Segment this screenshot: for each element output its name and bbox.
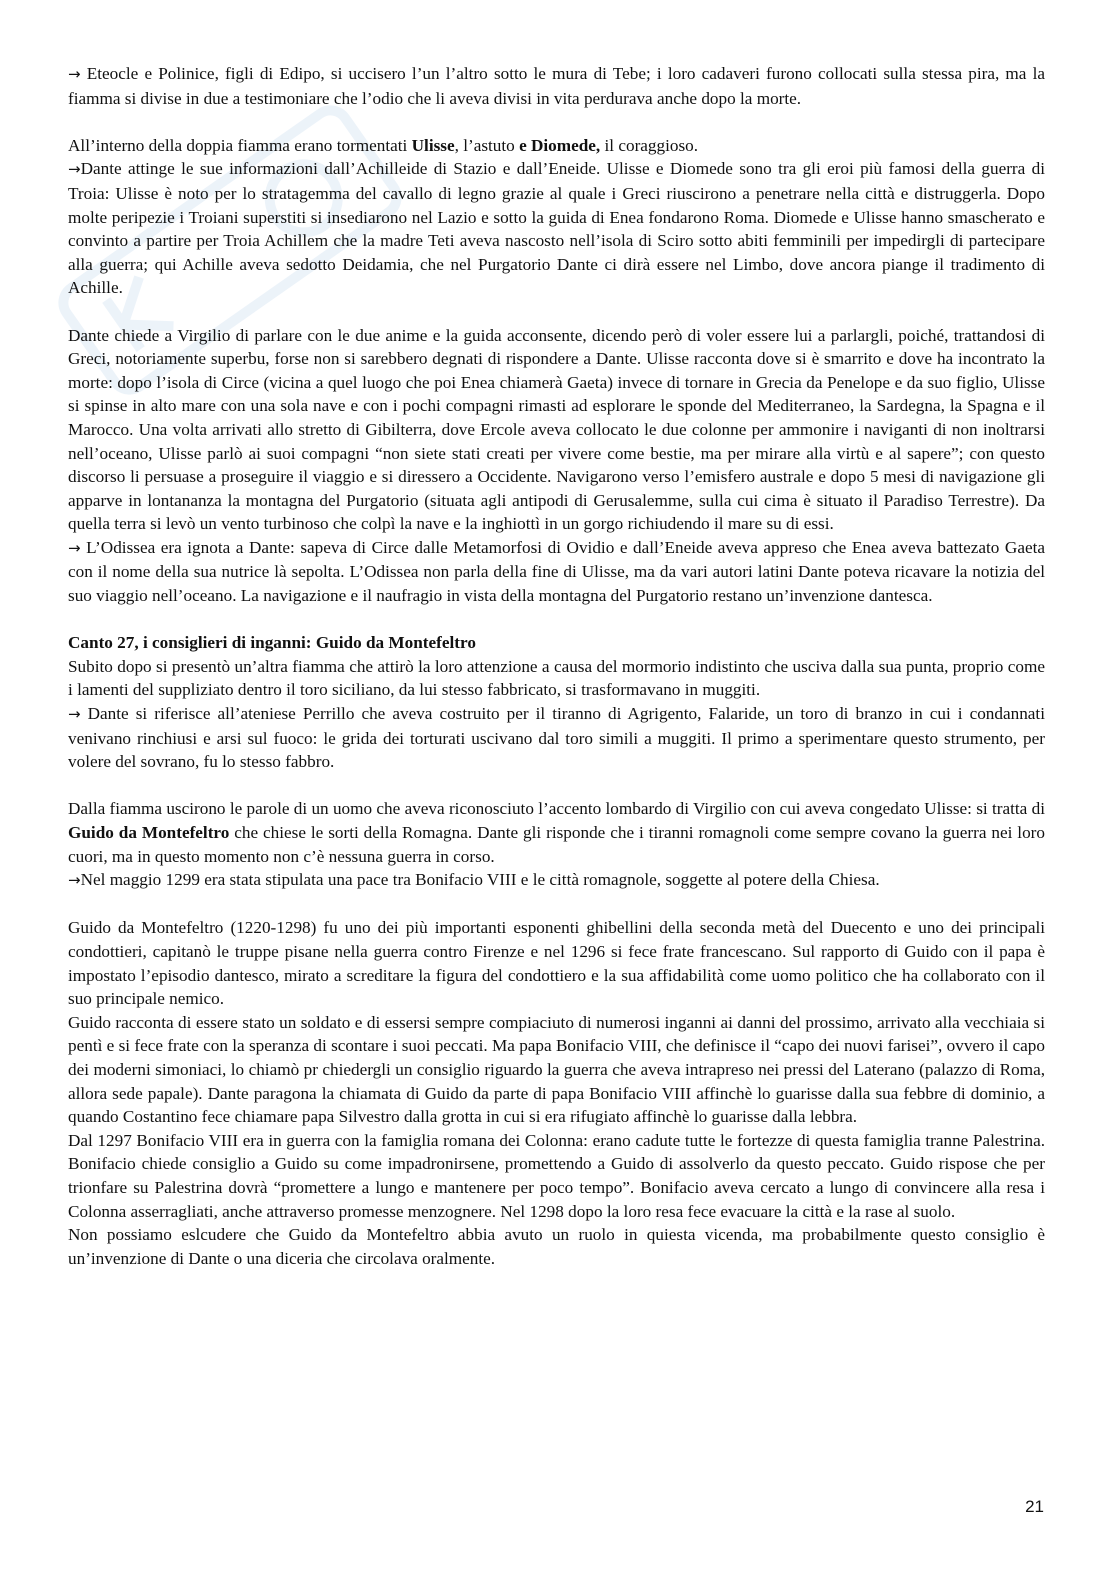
bold-diomede: e Diomede, xyxy=(519,135,601,155)
paragraph-odissea: → L’Odissea era ignota a Dante: sapeva di Circe dalle Metamorfosi di Ovidio e dall’Eneide aveva appreso che Enea aveva battezato Gaeta con il nome della sua nutrice là sepolta. L’Odissea non parla della fine di Ulisse, ma da vari autori latini Dante poteva ricavare la notizia del suo viaggio nell’oceano. La navigazione e il naufragio in vista della montagna del Purgatorio restano un’invenzione dantesca. xyxy=(68,537,1046,606)
paragraph-guido-racconto: Guido racconta di essere stato un soldato e di essersi sempre compiaciuto di numerosi inganni ai danni del prossimo, arrivato alla vecchiaia si pentì e si fece frate con la speranza di scontare i suoi peccati. Ma papa Bonifacio VIII, che definisce il “capo dei nuovi farisei”, ovvero il capo dei moderni simoniaci, lo chiamò pr chiedergli un consiglio riguardo la guerra che aveva intrapreso nei pressi del Laterano (palazzo di Roma, allora sede papale). Dante paragona la chiamata di Guido da parte di papa Bonifacio VIII affinchè lo guarisse dalla sua febbre di dominio, a quando Costantino fece chiamare papa Silvestro dalla grotta in cui si era rifugiato affinchè lo guarisse dalla lebbra. xyxy=(68,1012,1045,1127)
page-number: 21 xyxy=(1025,1497,1044,1516)
document-page xyxy=(68,62,1045,1270)
paragraph-eteocle: → Eteocle e Polinice, figli di Edipo, si uccisero l’un l’altro sotto le mura di Tebe; i loro cadaveri furono collocati sulla stessa pira, ma la fiamma si divise in due a testimoniare che l’odio che li aveva divisi in vita perdurava anche dopo la morte. xyxy=(68,64,1046,108)
paragraph-ulisse-diomede: All’interno della doppia fiamma erano tormentati Ulisse, l’astuto e Diomede, il coraggioso. xyxy=(68,135,699,155)
arrow-icon: → xyxy=(68,65,81,83)
paragraph-viaggio-ulisse: Dante chiede a Virgilio di parlare con le due anime e la guida acconsente, dicendo però di voler essere lui a parlargli, poiché, trattandosi di Greci, notoriamente superbu, forse non si sarebbero degnati di rispondere a Dante. Ulisse racconta dove si è smarrito e dove ha incontrato la morte: dopo l’isola di Circe (vicina a quel luogo che poi Enea chiamerà Gaeta) invece di tornare in Grecia da Penelope e da suo figlio, Ulisse si spinse in alto mare con una sola nave e con i pochi compagni rimasti ad esplorare le sponde del Mediterraneo, la Sardegna, la Spagna e il Marocco. Una volta arrivati allo stretto di Gibilterra, dove Ercole aveva collocato le due colonne per ammonire i naviganti di non inoltrarsi nell’oceano, Ulisse parlò ai suoi compagni “non siete stati creati per vivere come bestie, ma per mirare alla virtù e al sapere”; con questo discorso li persuase a proseguire il viaggio e si diressero a Occidente. Navigarono verso l’emisfero australe e dopo 5 mesi di navigazione gli apparve in lontananza la montagna del Purgatorio (situata agli antipodi di Gerusalemme, sulla cui cima è situato il Paradiso Terrestre). Da quella terra si levò un vento turbinoso che colpì la nave e la inghiottì in un gorgo richiudendo il mare su di essi. xyxy=(68,325,1045,534)
paragraph-guido-biografia: Guido da Montefeltro (1220-1298) fu uno dei più importanti esponenti ghibellini della seconda metà del Duecento e uno dei principali condottieri, capitanò le truppe pisane nella guerra contro Firenze e nel 1296 si fece frate francescano. Sul rapporto di Guido con il papa è impostato l’episodio dantesco, mirato a screditare la figura del condottiero e la sua affidabilità come uomo politico che ha collaborato con il suo principale nemico. xyxy=(68,918,1045,1009)
paragraph-altra-fiamma: Subito dopo si presentò un’altra fiamma che attirò la loro attenzione a causa del mormorio indistinto che usciva dalla sua punta, proprio come i lamenti del suppliziato dentro il toro siciliano, da lui stesso fabbricato, si trasformavano in muggiti. xyxy=(68,656,1045,700)
paragraph-guido-voce: Dalla fiamma uscirono le parole di un uomo che aveva riconosciuto l’accento lombardo di Virgilio con cui aveva congedato Ulisse: si tratta di Guido da Montefeltro che chiese le sorti della Romagna. Dante gli risponde che i tiranni romagnoli come sempre covano la guerra nei loro cuori, ma in questo momento non c’è nessuna guerra in corso. xyxy=(68,799,1045,866)
arrow-icon: → xyxy=(68,538,81,557)
bold-ulisse: Ulisse xyxy=(411,135,455,155)
arrow-icon: → xyxy=(68,871,81,890)
arrow-icon: → xyxy=(68,705,81,724)
paragraph-pace-1299: →Nel maggio 1299 era stata stipulata una pace tra Bonifacio VIII e le città romagnole, soggette al potere della Chiesa. xyxy=(68,870,880,890)
paragraph-colonna: Dal 1297 Bonifacio VIII era in guerra con la famiglia romana dei Colonna: erano cadute tutte le fortezze di questa famiglia tranne Palestrina. Bonifacio chiede consiglio a Guido su come impadronirsene, promettendo a Guido di assolverlo da questo peccato. Guido rispose che per trionfare su Palestrina dovrà “promettere a lungo e mantenere per poco tempo”. Bonifacio aveva cercato a lungo di convincere alla resa i Colonna asserragliati, anche attraverso promesse menzognere. Nel 1298 dopo la loro resa fece evacuare la città e la rase al suolo. xyxy=(68,1130,1045,1221)
arrow-icon: → xyxy=(68,160,81,179)
section-heading: Canto 27, i consiglieri di inganni: Guido da Montefeltro xyxy=(68,633,476,653)
paragraph-fonti-troia: →Dante attinge le sue informazioni dall’Achilleide di Stazio e dall’Eneide. Ulisse e Diomede sono tra gli eroi più famosi della guerra di Troia: Ulisse è noto per lo stratagemma del cavallo di legno grazie al quale i Greci riuscirono a penetrare nella città e distruggerla. Dopo molte peripezie i Troiani superstiti si insediarono nel Lazio e sotto la guida di Enea fondarono Roma. Diomede e Ulisse hanno smascherato e convinto a partire per Troia Achillem che la madre Teti aveva nascosto nell’isola di Sciro sotto abiti femminili per impedirgli di partecipare alla guerra; qui Achille aveva sedotto Deidamia, che nel Purgatorio Dante ci dirà essere nel Limbo, dove ancora piange il tradimento di Achille. xyxy=(68,159,1045,298)
paragraph-perrillo: → Dante si riferisce all’ateniese Perrillo che aveva costruito per il tiranno di Agrigento, Falaride, un toro di branzo in cui i condannati venivano rinchiusi e arsi sul fuoco: le grida dei torturati uscivano dal toro simili a muggiti. Il primo a sperimentare questo strumento, per volere del sovrano, fu lo stesso fabbro. xyxy=(68,704,1045,772)
bold-guido: Guido da Montefeltro xyxy=(68,823,230,842)
paragraph-conclusione: Non possiamo eslcudere che Guido da Montefeltro abbia avuto un ruolo in quiesta vicenda, ma probabilmente questo consiglio è un’invenzione di Dante o una diceria che circolava oralmente. xyxy=(68,1225,1045,1268)
